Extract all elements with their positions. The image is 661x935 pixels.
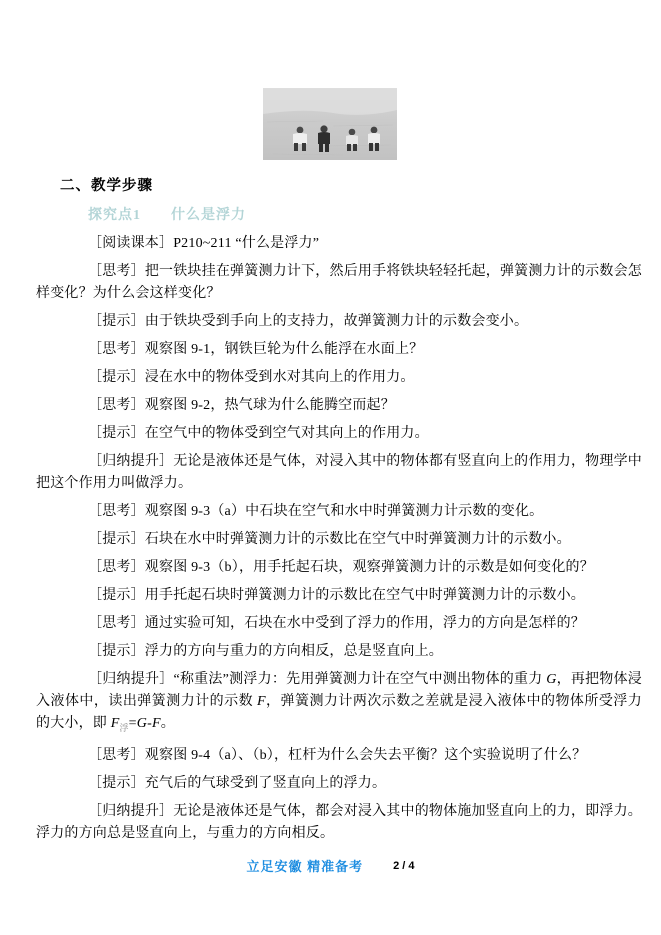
text-segment: ，弹簧测力计两次示数之差就是浸入液体中的物体所受浮力的大小，即 bbox=[36, 694, 642, 731]
paragraph bbox=[36, 585, 642, 607]
text-segment: ［提示］浸在水中的物体受到水对其向上的作用力。 bbox=[88, 370, 415, 385]
paragraph bbox=[36, 529, 642, 551]
text-segment: ［提示］充气后的气球受到了竖直向上的浮力。 bbox=[88, 775, 387, 791]
paragraph bbox=[36, 801, 642, 845]
text-segment: 浮 bbox=[119, 722, 129, 733]
inquiry-point-heading: 探究点1 什么是浮力 bbox=[88, 208, 246, 223]
text-segment: ［归纳提升］无论是液体还是气体，对浸入其中的物体都有竖直向上的作用力，物理学中把这个作用力叫做浮力。 bbox=[36, 454, 642, 491]
text-segment: ［思考］观察图 9-4（a）、（b），杠杆为什么会失去平衡？这个实验说明了什么？ bbox=[88, 747, 587, 763]
text-segment: ［思考］观察图 9-1，钢铁巨轮为什么能浮在水面上？ bbox=[88, 342, 424, 357]
paragraph bbox=[36, 613, 642, 635]
paragraph bbox=[36, 261, 642, 305]
text-segment: ［阅读课本］P210~211 “什么是浮力” bbox=[88, 236, 320, 251]
water-floating-photo bbox=[263, 88, 397, 160]
text-segment: ［思考］把一铁块挂在弹簧测力计下，然后用手将铁块轻轻托起，弹簧测力计的示数会怎样变化？为什么会这样变化？ bbox=[36, 264, 642, 301]
paragraph bbox=[36, 423, 642, 445]
paragraph bbox=[36, 395, 642, 417]
text-segment: ［思考］通过实验可知，石块在水中受到了浮力的作用，浮力的方向是怎样的？ bbox=[88, 616, 585, 631]
figure-floating-people bbox=[263, 88, 397, 160]
footer-brand: 立足安徽 精准备考 bbox=[246, 859, 364, 874]
paragraph bbox=[36, 557, 642, 579]
paragraph bbox=[36, 311, 642, 333]
paragraph bbox=[36, 669, 642, 739]
section-title: 二、教学步骤 bbox=[60, 178, 153, 194]
text-segment: = bbox=[128, 716, 137, 731]
text-segment: ［思考］观察图 9-2，热气球为什么能腾空而起？ bbox=[88, 398, 395, 413]
text-segment: ［提示］浮力的方向与重力的方向相反，总是竖直向上。 bbox=[88, 644, 443, 659]
text-segment: F bbox=[257, 694, 266, 709]
text-segment: - bbox=[147, 716, 152, 731]
paragraph bbox=[36, 773, 642, 795]
paragraph bbox=[36, 339, 642, 361]
paragraph bbox=[36, 501, 642, 523]
text-segment: ［归纳提升］无论是液体还是气体，都会对浸入其中的物体施加竖直向上的力，即浮力。浮力的方向总是竖直向上，与重力的方向相反。 bbox=[36, 803, 642, 841]
page-number: 2 / 4 bbox=[393, 859, 415, 872]
text-segment: ［思考］观察图 9-3（b），用手托起石块，观察弹簧测力计的示数是如何变化的？ bbox=[88, 560, 594, 575]
paragraph bbox=[36, 641, 642, 663]
text-segment: ［提示］在空气中的物体受到空气对其向上的作用力。 bbox=[88, 426, 429, 441]
paragraph bbox=[36, 233, 642, 255]
paragraph bbox=[36, 745, 642, 767]
text-segment: G bbox=[546, 672, 557, 687]
paragraph bbox=[36, 451, 642, 495]
text-segment: 。 bbox=[160, 716, 175, 731]
text-segment: ［思考］观察图 9-3（a）中石块在空气和水中时弹簧测力计示数的变化。 bbox=[88, 504, 544, 519]
text-segment: ［提示］用手托起石块时弹簧测力计的示数比在空气中时弹簧测力计的示数小。 bbox=[88, 588, 585, 603]
text-segment: F bbox=[151, 716, 161, 731]
text-segment: ，再把物体浸入液体中，读出弹簧测力计的示数 bbox=[36, 672, 642, 709]
text-segment: ［提示］由于铁块受到手向上的支持力，故弹簧测力计的示数会变小。 bbox=[88, 314, 529, 329]
page-footer bbox=[0, 856, 661, 875]
paragraph-list bbox=[36, 233, 642, 851]
text-segment: F bbox=[110, 716, 120, 731]
text-segment: ［提示］石块在水中时弹簧测力计的示数比在空气中时弹簧测力计的示数小。 bbox=[88, 532, 571, 547]
text-segment: ［归纳提升］“称重法”测浮力：先用弹簧测力计在空气中测出物体的重力 bbox=[88, 672, 547, 687]
paragraph bbox=[36, 367, 642, 389]
text-segment: G bbox=[136, 716, 148, 731]
